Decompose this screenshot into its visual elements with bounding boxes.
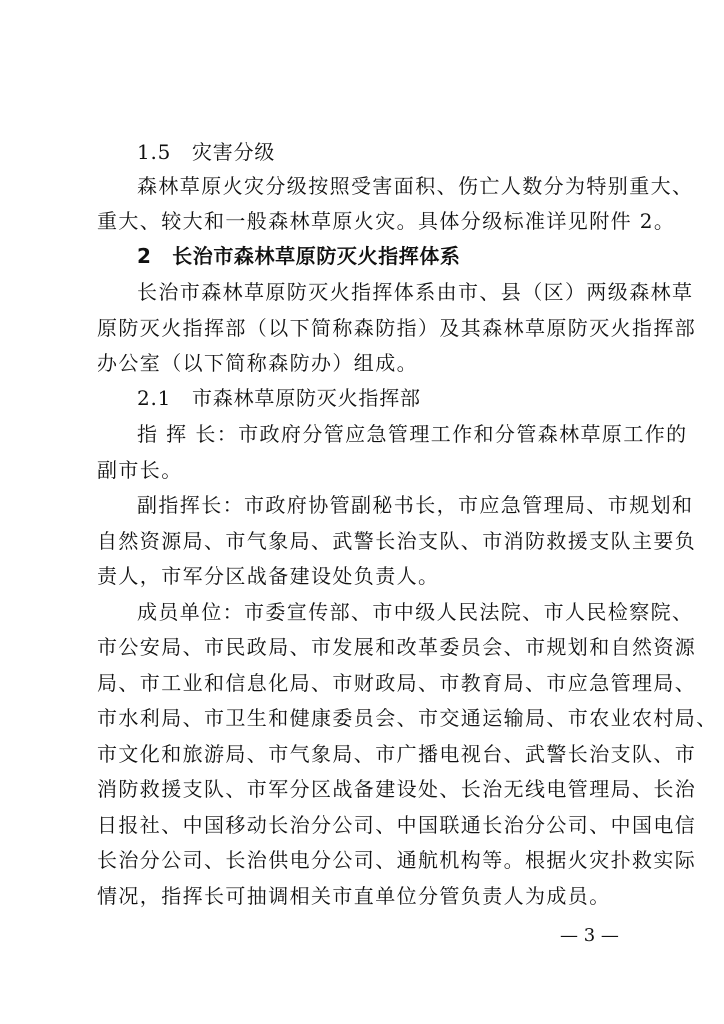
paragraph-line: 指 挥 长：市政府分管应急管理工作和分管森林草原工作的	[137, 422, 688, 446]
paragraph-line: 成员单位：市委宣传部、市中级人民法院、市人民检察院、	[137, 600, 694, 624]
paragraph-line: 森林草原火灾分级按照受害面积、伤亡人数分为特别重大、	[137, 174, 694, 198]
paragraph-line: 重大、较大和一般森林草原火灾。具体分级标准详见附件 2。	[97, 209, 676, 233]
page-number: — 3 —	[560, 925, 619, 946]
section-heading-2: 2 长治市森林草原防灭火指挥体系	[137, 244, 461, 268]
paragraph-line: 原防灭火指挥部（以下简称森防指）及其森林草原防灭火指挥部	[97, 316, 697, 340]
paragraph-line: 局、市工业和信息化局、市财政局、市教育局、市应急管理局、	[97, 671, 697, 695]
paragraph-line: 办公室（以下简称森防办）组成。	[97, 351, 418, 375]
paragraph-line: 责人，市军分区战备建设处负责人。	[97, 564, 440, 588]
paragraph-line: 长治市森林草原防灭火指挥体系由市、县（区）两级森林草	[137, 280, 694, 304]
paragraph-line: 市公安局、市民政局、市发展和改革委员会、市规划和自然资源	[97, 635, 697, 659]
paragraph-line: 市文化和旅游局、市气象局、市广播电视台、武警长治支队、市	[97, 742, 697, 766]
paragraph-line: 日报社、中国移动长治分公司、中国联通长治分公司、中国电信	[97, 813, 697, 837]
paragraph-line: 长治分公司、长治供电分公司、通航机构等。根据火灾扑救实际	[97, 848, 697, 872]
section-heading-1-5: 1.5 灾害分级	[137, 140, 276, 164]
paragraph-line: 自然资源局、市气象局、武警长治支队、市消防救援支队主要负	[97, 529, 697, 553]
section-heading-2-1: 2.1 市森林草原防灭火指挥部	[137, 386, 421, 410]
paragraph-line: 副市长。	[97, 458, 183, 482]
paragraph-line: 情况，指挥长可抽调相关市直单位分管负责人为成员。	[97, 884, 611, 908]
paragraph-line: 市水利局、市卫生和健康委员会、市交通运输局、市农业农村局、	[97, 706, 718, 730]
paragraph-line: 消防救援支队、市军分区战备建设处、长治无线电管理局、长治	[97, 777, 697, 801]
paragraph-line: 副指挥长：市政府协管副秘书长，市应急管理局、市规划和	[137, 493, 694, 517]
